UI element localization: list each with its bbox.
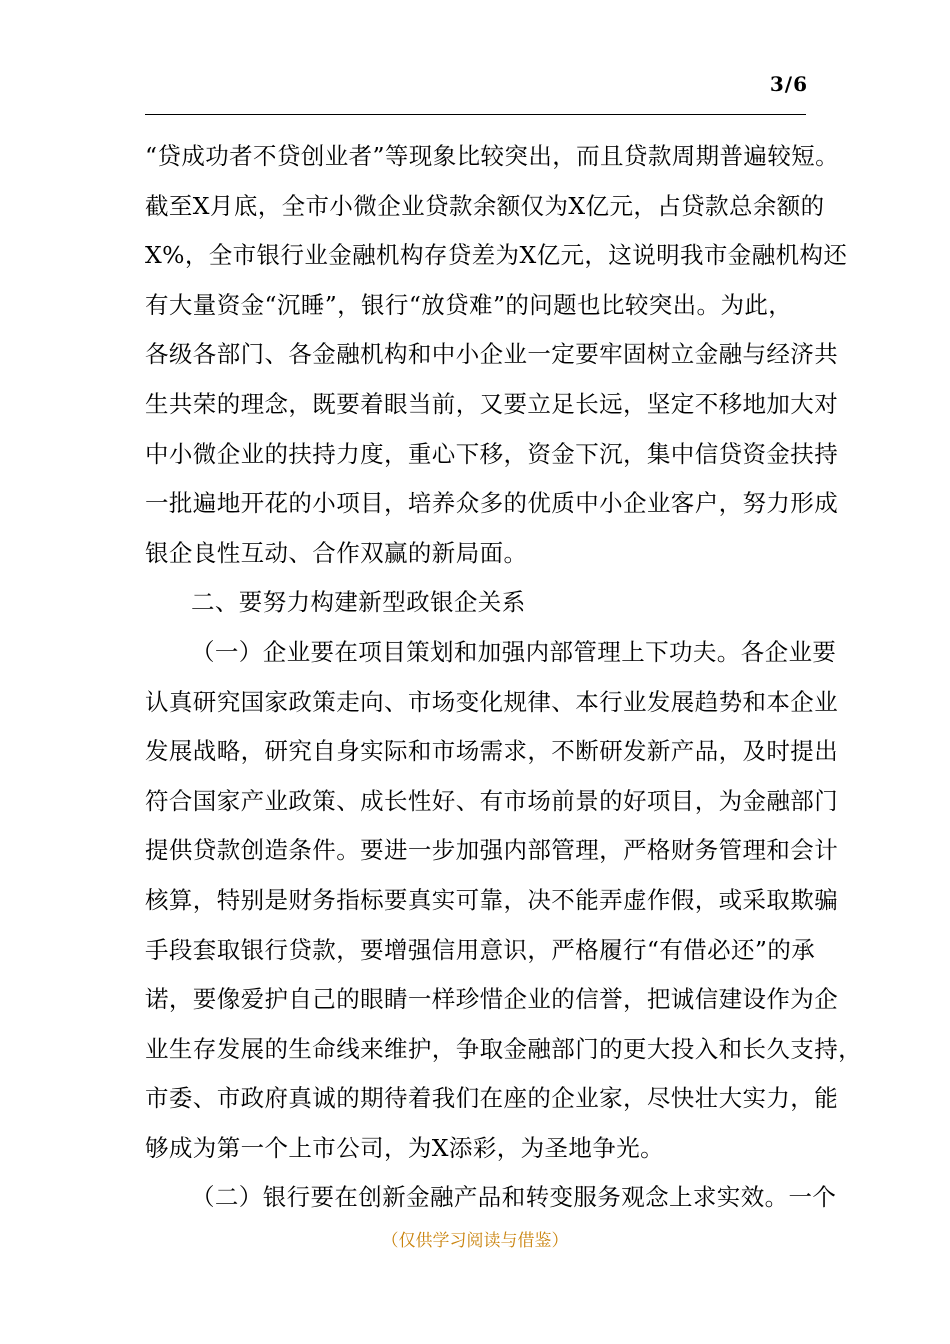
body-line: 银企良性互动、合作双赢的新局面。 xyxy=(145,538,528,567)
body-line: X%，全市银行业金融机构存贷差为X亿元，这说明我市金融机构还 xyxy=(145,241,848,270)
document-body xyxy=(145,132,862,1223)
subsection-heading: （一）企业要在项目策划和加强内部管理上下功夫。各企业要 xyxy=(191,637,837,666)
body-line: 核算，特别是财务指标要真实可靠，决不能弄虚作假，或采取欺骗 xyxy=(145,885,839,914)
body-line: 中小微企业的扶持力度，重心下移，资金下沉，集中信贷资金扶持 xyxy=(145,439,839,468)
body-line: 各级各部门、各金融机构和中小企业一定要牢固树立金融与经济共 xyxy=(145,340,839,369)
header-divider xyxy=(145,114,806,115)
body-line: 认真研究国家政策走向、市场变化规律、本行业发展趋势和本企业 xyxy=(145,687,839,716)
footer-disclaimer: （仅供学习阅读与借鉴） xyxy=(381,1231,569,1251)
page-number: 3/6 xyxy=(769,72,808,96)
body-line: 诺，要像爱护自己的眼睛一样珍惜企业的信誉，把诚信建设作为企 xyxy=(145,985,839,1014)
body-line: 够成为第一个上市公司，为X添彩，为圣地争光。 xyxy=(145,1133,665,1162)
body-line: 一批遍地开花的小项目，培养众多的优质中小企业客户，努力形成 xyxy=(145,489,839,518)
body-line: “贷成功者不贷创业者”等现象比较突出，而且贷款周期普遍较短。 xyxy=(145,142,840,170)
section-heading: 二、要努力构建新型政银企关系 xyxy=(191,588,526,617)
body-line: 业生存发展的生命线来维护，争取金融部门的更大投入和长久支持， xyxy=(145,1034,862,1063)
body-line: 发展战略，研究自身实际和市场需求，不断研发新产品，及时提出 xyxy=(145,737,839,766)
body-line: 截至X月底，全市小微企业贷款余额仅为X亿元，占贷款总余额的 xyxy=(145,191,825,220)
body-line: 市委、市政府真诚的期待着我们在座的企业家，尽快壮大实力，能 xyxy=(145,1084,839,1113)
body-line: 提供贷款创造条件。要进一步加强内部管理，严格财务管理和会计 xyxy=(145,836,839,865)
subsection-heading: （二）银行要在创新金融产品和转变服务观念上求实效。一个 xyxy=(191,1183,837,1212)
body-line: 有大量资金“沉睡”，银行“放贷难”的问题也比较突出。为此， xyxy=(145,290,793,319)
body-line: 符合国家产业政策、成长性好、有市场前景的好项目，为金融部门 xyxy=(145,786,839,815)
body-line: 生共荣的理念，既要着眼当前，又要立足长远，坚定不移地加大对 xyxy=(145,389,839,418)
body-line: 手段套取银行贷款，要增强信用意识，严格履行“有借必还”的承 xyxy=(145,935,816,964)
